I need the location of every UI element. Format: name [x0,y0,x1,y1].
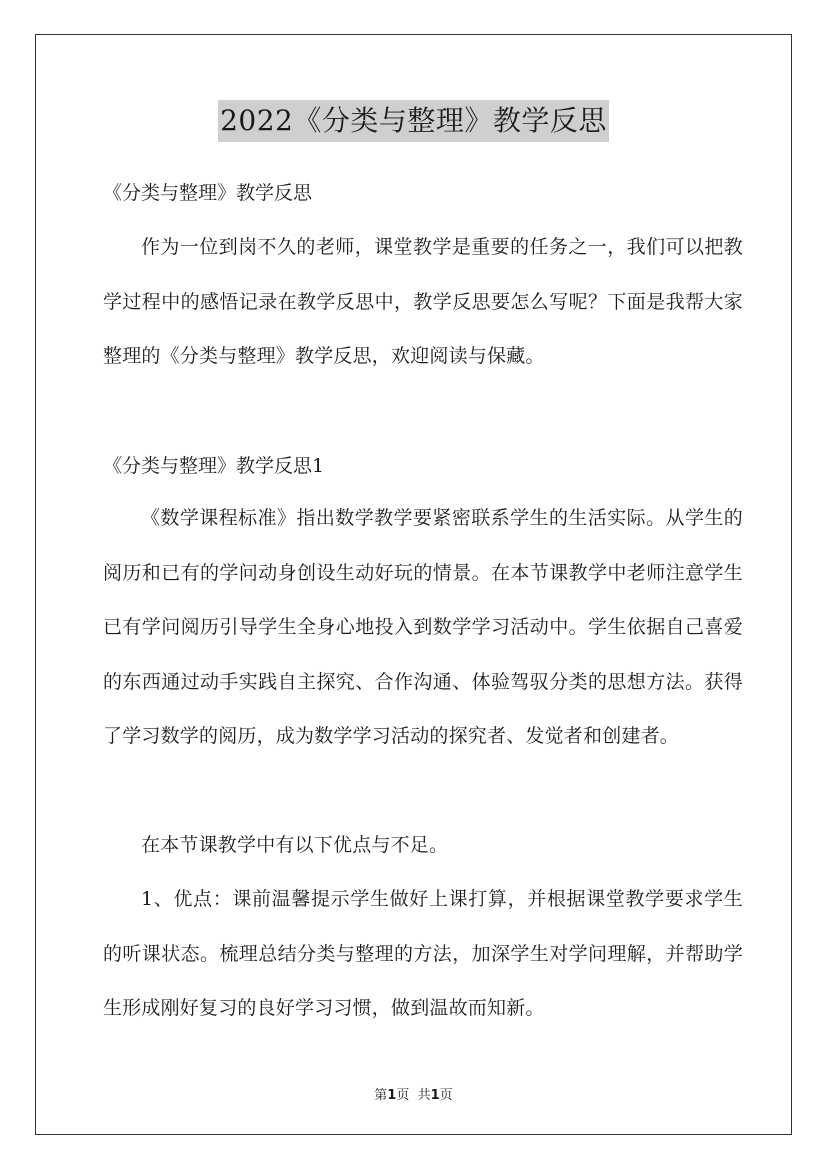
section-heading: 《分类与整理》教学反思1 [103,455,325,477]
page-footer [0,1084,827,1103]
body-paragraph-2: 在本节课教学中有以下优点与不足。 [141,834,449,856]
intro-paragraph: 作为一位到岗不久的老师，课堂教学是重要的任务之一，我们可以把教学过程中的感悟记录在教学反思中，教学反思要怎么写呢？下面是我帮大家整理的《分类与整理》教学反思，欢迎阅读与保藏。 [103,236,743,367]
footer-total-prefix: 共 [417,1088,431,1103]
footer-page-number: 1 [387,1088,397,1103]
body-paragraph-1: 《数学课程标准》指出数学教学要紧密联系学生的生活实际。从学生的阅历和已有的学问动身创设生动好玩的情景。在本节课教学中老师注意学生已有学问阅历引导学生全身心地投入到数学学习活动中。学生依据自己喜爱的东西通过动手实践自主探究、合作沟通、体验驾驭分类的思想方法。获得了学习数学的阅历，成为数学学习活动的探究者、发觉者和创建者。 [103,507,743,747]
body-paragraph-3: 1、优点：课前温馨提示学生做好上课打算，并根据课堂教学要求学生的听课状态。梳理总结分类与整理的方法，加深学生对学问理解，并帮助学生形成刚好复习的良好学习习惯，做到温故而知新。 [103,888,743,1019]
footer-page-prefix: 第 [374,1088,388,1103]
footer-total-number: 1 [430,1088,440,1103]
footer-page-suffix: 页 [396,1088,410,1103]
document-subtitle: 《分类与整理》教学反思 [103,182,313,204]
title-container [0,100,827,142]
footer-total-suffix: 页 [439,1088,453,1103]
document-title: 2022《分类与整理》教学反思 [218,100,609,142]
